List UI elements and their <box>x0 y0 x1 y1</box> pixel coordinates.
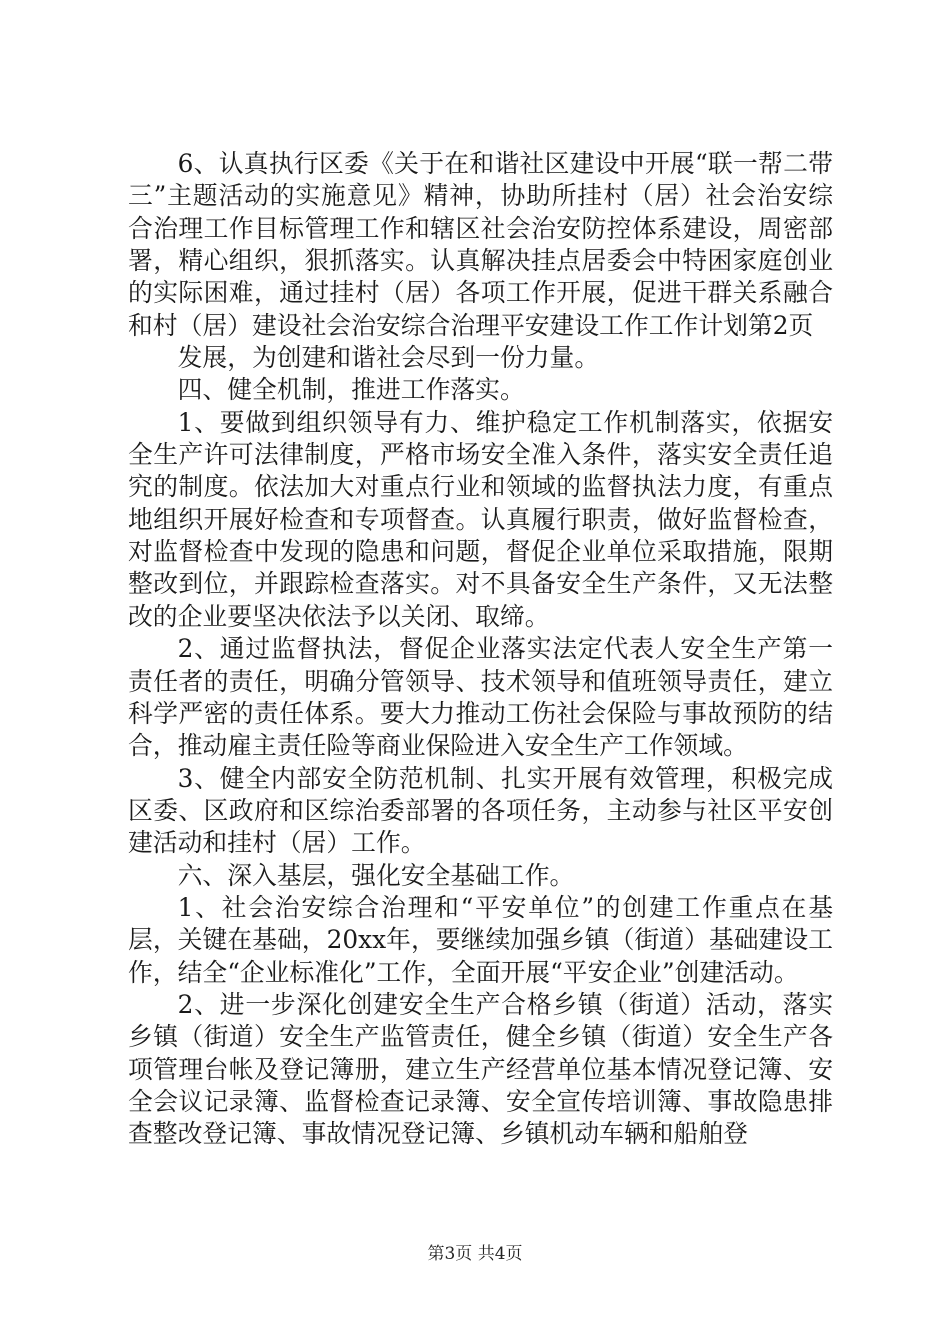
paragraph-item-1: 1、要做到组织领导有力、维护稳定工作机制落实，依据安全生产许可法律制度，严格市场安全准入条件，落实安全责任追究的制度。依法加大对重点行业和领域的监督执法力度，有重点地组织开展好检查和专项督查。认真履行职责，做好监督检查，对监督检查中发现的隐患和问题，督促企业单位采取措施，限期整改到位，并跟踪检查落实。对不具备安全生产条件，又无法整改的企业要坚决依法予以关闭、取缔。 <box>128 407 833 631</box>
section-heading-four: 四、健全机制，推进工作落实。 <box>177 375 525 405</box>
paragraph-item-2: 2、通过监督执法，督促企业落实法定代表人安全生产第一责任者的责任，明确分管领导、技术领导和值班领导责任，建立科学严密的责任体系。要大力推动工伤社会保险与事故预防的结合，推动雇主责任险等商业保险进入安全生产工作领域。 <box>128 634 833 761</box>
page-number-footer: 第3页 共4页 <box>427 1244 523 1264</box>
paragraph-item-2-section-six: 2、进一步深化创建安全生产合格乡镇（街道）活动，落实乡镇（街道）安全生产监管责任，健全乡镇（街道）安全生产各项管理台帐及登记簿册，建立生产经营单位基本情况登记簿、安全会议记录簿、监督检查记录簿、安全宣传培训簿、事故隐患排查整改登记簿、事故情况登记簿、乡镇机动车辆和船舶登 <box>128 989 833 1149</box>
document-body <box>128 148 833 1151</box>
paragraph-item-1-section-six: 1、社会治安综合治理和“平安单位”的创建工作重点在基层，关键在基础，20xx年，要继续加强乡镇（街道）基础建设工作，结全“企业标准化”工作，全面开展“平安企业”创建活动。 <box>128 892 833 987</box>
paragraph-item-3: 3、健全内部安全防范机制、扎实开展有效管理，积极完成区委、区政府和区综治委部署的各项任务，主动参与社区平安创建活动和挂村（居）工作。 <box>128 763 833 858</box>
section-heading-six: 六、深入基层，强化安全基础工作。 <box>177 860 575 890</box>
paragraph-item-6: 6、认真执行区委《关于在和谐社区建设中开展“联一帮二带三”主题活动的实施意见》精神，协助所挂村（居）社会治安综合治理工作目标管理工作和辖区社会治安防控体系建设，周密部署，精心组织，狠抓落实。认真解决挂点居委会中特困家庭创业的实际困难，通过挂村（居）各项工作开展，促进干群关系融合和村（居）建设社会治安综合治理平安建设工作工作计划第2页 <box>128 149 833 340</box>
paragraph-continuation: 发展，为创建和谐社会尽到一份力量。 <box>177 343 600 373</box>
